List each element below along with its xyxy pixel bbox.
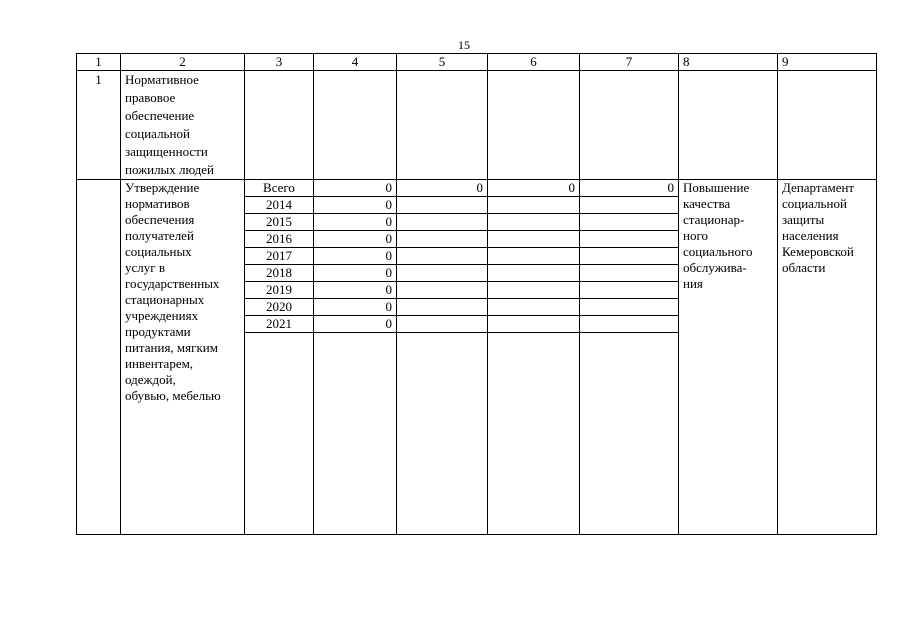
value-cell-col4: 0: [314, 197, 397, 214]
executor-line: области: [782, 260, 826, 275]
measure-name-line: услуг в: [125, 260, 165, 275]
col-header-5: 5: [397, 54, 488, 71]
period-cell: 2019: [245, 282, 314, 299]
value-cell-col4: 0: [314, 248, 397, 265]
result-line: качества: [683, 196, 731, 211]
period-cell: 2021: [245, 316, 314, 333]
program-table: [76, 53, 877, 535]
col-header-6: 6: [488, 54, 580, 71]
measure-name-line: учреждениях: [125, 308, 199, 323]
executor-line: Департамент: [782, 180, 855, 195]
section-title-line: обеспечение: [125, 108, 195, 123]
col-header-2: 2: [121, 54, 245, 71]
col-header-7: 7: [580, 54, 679, 71]
result-line: стационар-: [683, 212, 745, 227]
value-cell-col7: 0: [580, 180, 679, 197]
section-title-line: пожилых людей: [125, 162, 214, 177]
col-header-3: 3: [245, 54, 314, 71]
section-number: 1: [77, 71, 121, 180]
col-header-1: 1: [77, 54, 121, 71]
period-cell: 2016: [245, 231, 314, 248]
section-title: [121, 71, 245, 180]
measure-name-line: Утверждение: [125, 180, 200, 195]
measure-name-line: государственных: [125, 276, 220, 291]
expected-result: [679, 180, 778, 316]
col-header-4: 4: [314, 54, 397, 71]
measure-name: [121, 180, 245, 535]
section-title-line: защищенности: [125, 144, 208, 159]
page-number: 15: [458, 38, 470, 52]
measure-name-line: питания, мягким: [125, 340, 218, 355]
executor-line: защиты: [782, 212, 825, 227]
period-cell: 2017: [245, 248, 314, 265]
section-title-line: социальной: [125, 126, 190, 141]
period-cell: 2015: [245, 214, 314, 231]
value-cell-col6: 0: [488, 180, 580, 197]
column-number-row: [77, 54, 877, 71]
executor-line: Кемеровской: [782, 244, 854, 259]
measure-name-line: одеждой,: [125, 372, 176, 387]
executor-line: социальной: [782, 196, 847, 211]
measure-number: [77, 180, 121, 535]
result-line: ния: [683, 276, 703, 291]
result-line: ного: [683, 228, 708, 243]
value-cell-col4: 0: [314, 316, 397, 333]
measure-name-line: получателей: [125, 228, 194, 243]
measure-name-line: нормативов: [125, 196, 190, 211]
result-line: обслужива-: [683, 260, 747, 275]
section-title-line: Нормативное: [125, 72, 199, 87]
result-line: Повышение: [683, 180, 750, 195]
measure-name-line: социальных: [125, 244, 192, 259]
section-title-line: правовое: [125, 90, 176, 105]
value-cell-col4: 0: [314, 299, 397, 316]
value-cell-col4: 0: [314, 231, 397, 248]
executor: [778, 180, 877, 535]
period-cell: 2014: [245, 197, 314, 214]
value-cell-col4: 0: [314, 282, 397, 299]
value-cell-col5: 0: [397, 180, 488, 197]
col-header-9: 9: [778, 54, 877, 71]
period-cell: 2018: [245, 265, 314, 282]
value-cell-col4: 0: [314, 265, 397, 282]
measure-name-line: обеспечения: [125, 212, 195, 227]
measure-name-line: инвентарем,: [125, 356, 194, 371]
period-cell: 2020: [245, 299, 314, 316]
measure-name-line: обувью, мебелью: [125, 388, 221, 403]
measure-name-line: продуктами: [125, 324, 191, 339]
value-cell-col4: 0: [314, 214, 397, 231]
measure-name-line: стационарных: [125, 292, 205, 307]
executor-line: населения: [782, 228, 839, 243]
col-header-8: 8: [679, 54, 778, 71]
value-cell-col4: 0: [314, 180, 397, 197]
section-row: [77, 71, 877, 180]
period-cell: Всего: [245, 180, 314, 197]
result-line: социального: [683, 244, 753, 259]
table-row: [77, 180, 877, 197]
